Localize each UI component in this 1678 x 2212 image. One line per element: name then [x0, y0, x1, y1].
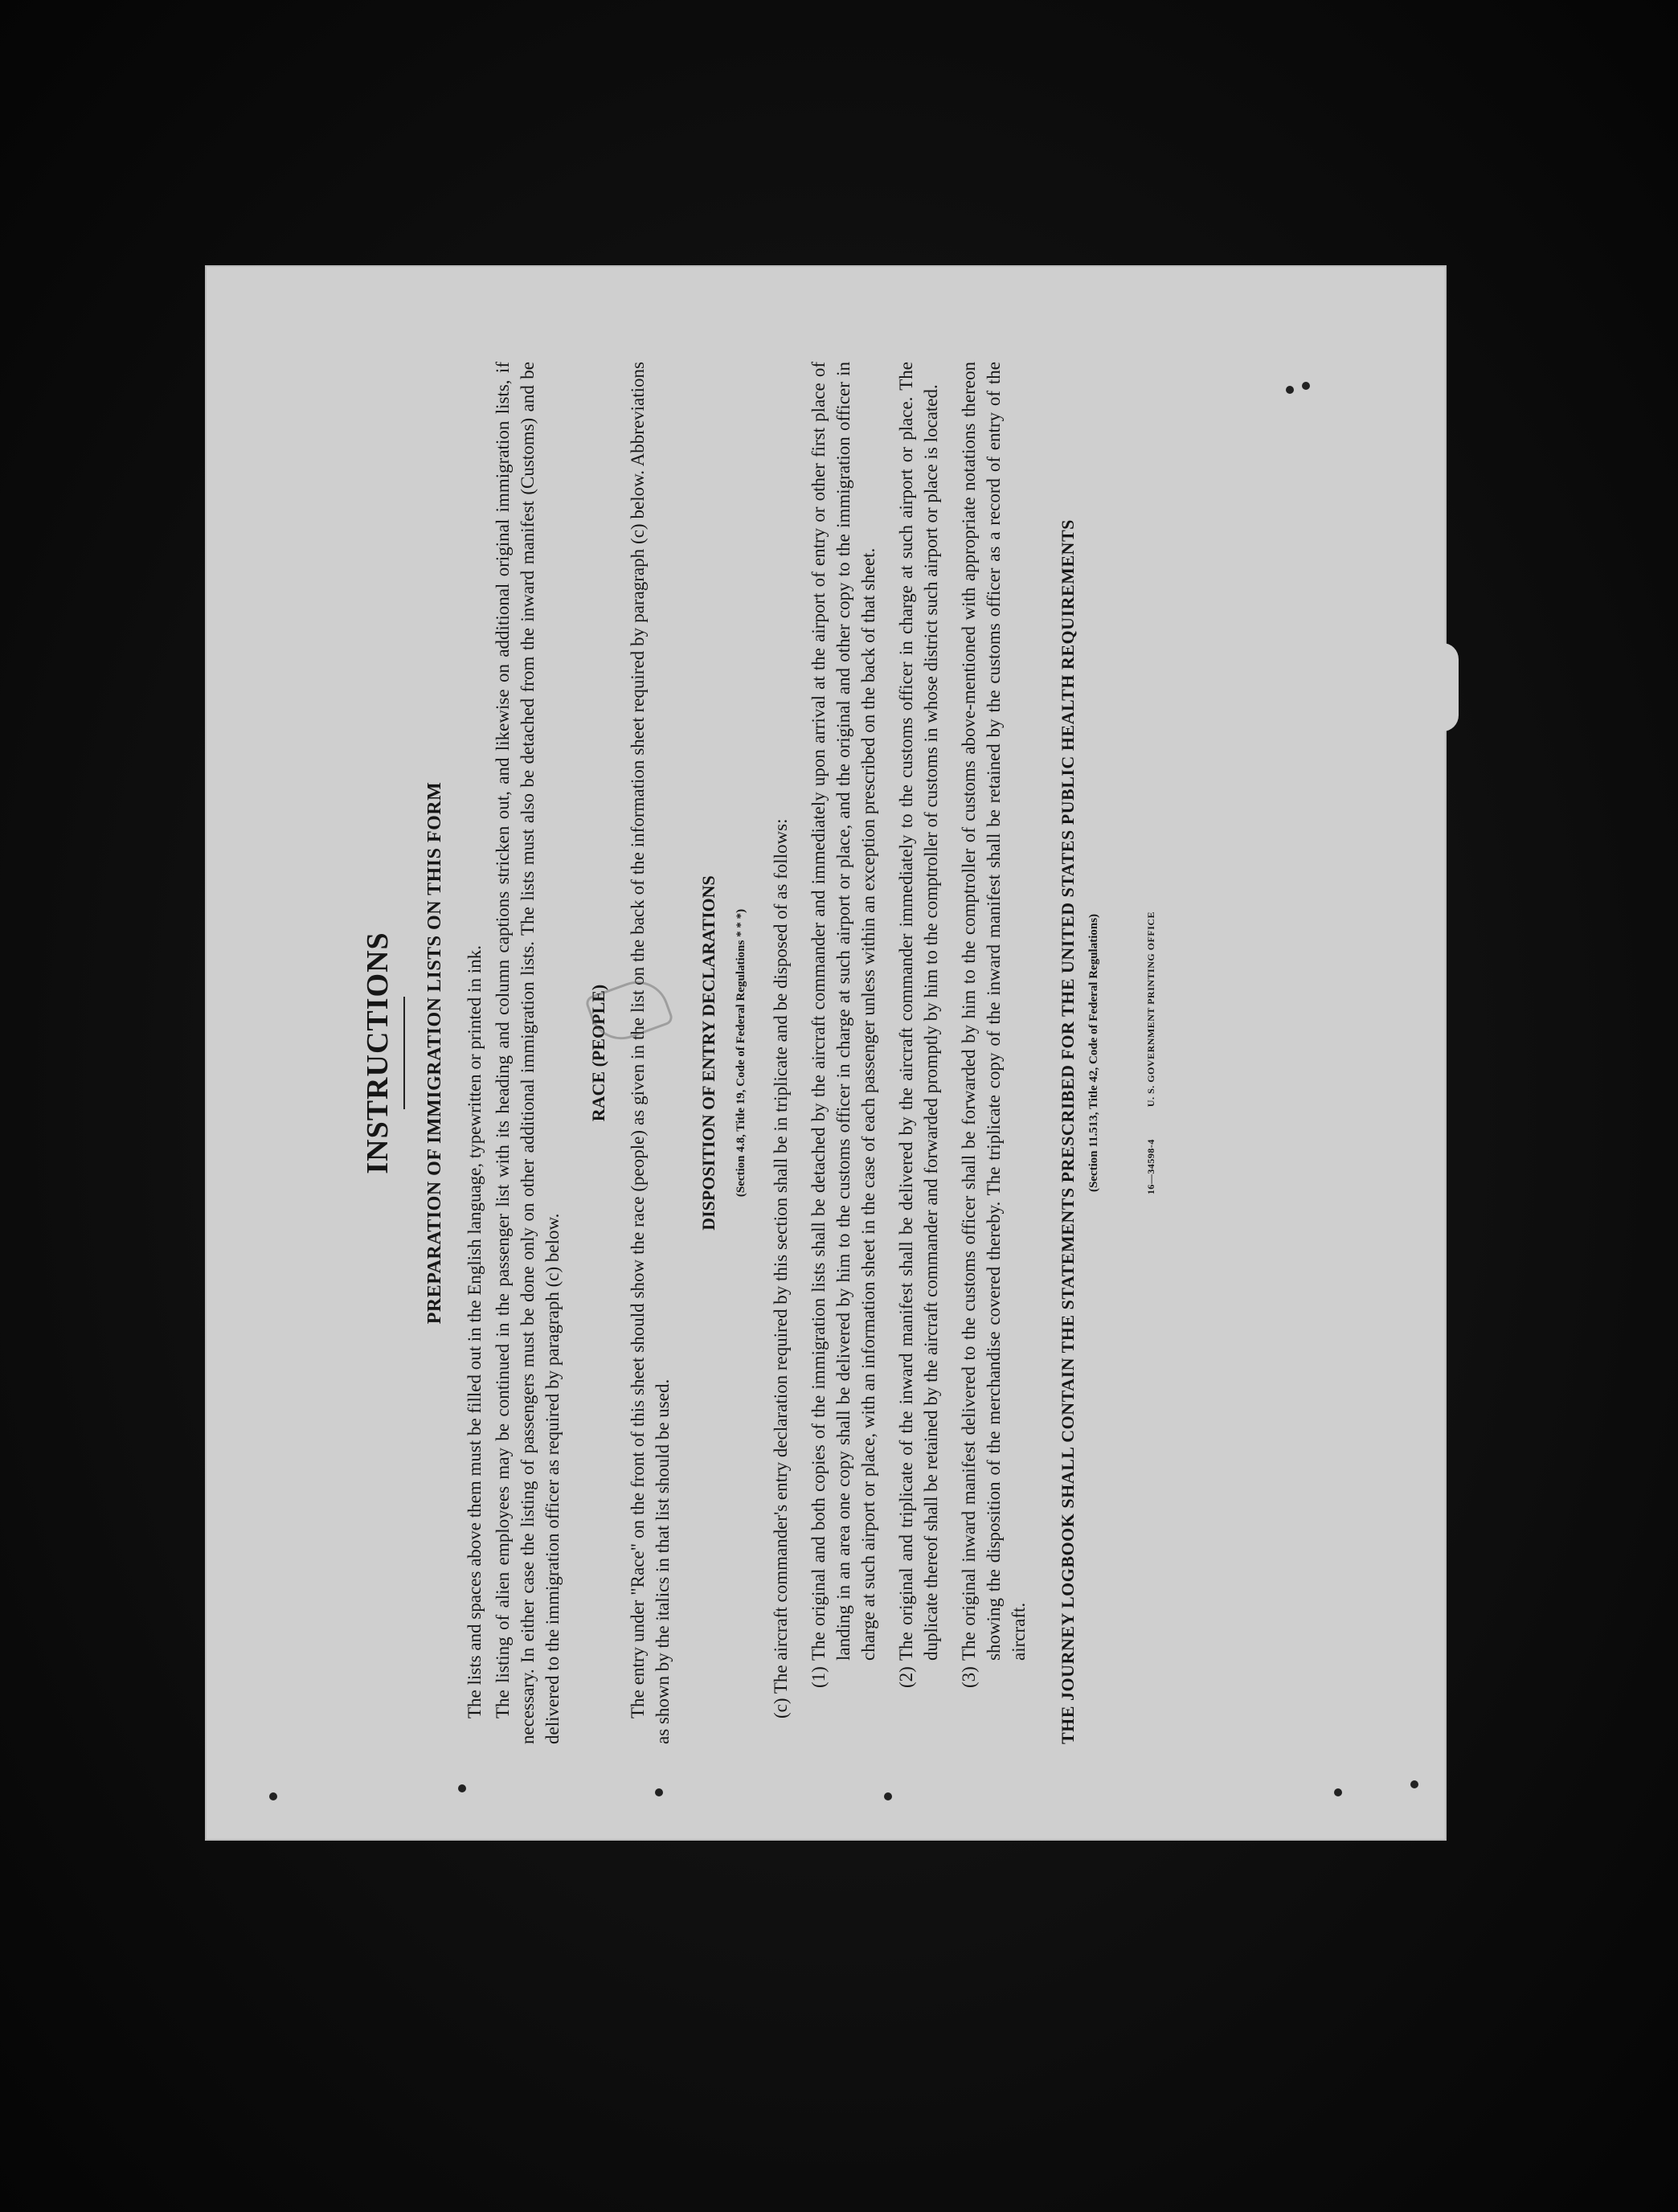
- punch-hole: [1334, 1788, 1342, 1796]
- punch-hole: [1302, 382, 1310, 390]
- section-heading-race: RACE (PEOPLE): [588, 984, 608, 1122]
- punch-hole: [269, 1792, 277, 1800]
- footer-citation: (Section 11.513, Title 42, Code of Federal Regulations): [1087, 913, 1100, 1193]
- instructions-content: [205, 265, 1447, 1841]
- paragraph-preparation-1: The lists and spaces above them must be filled out in the English language, typewritten or printed in ink.: [465, 945, 485, 1718]
- list-item-number: (3): [959, 1666, 979, 1688]
- section-heading-preparation: PREPARATION OF IMMIGRATION LISTS ON THIS FORM: [424, 781, 445, 1325]
- list-item-text: The original and triplicate of the inward manifest shall be delivered by the aircraft commander immediately to the customs officer in charge at such airport or place. The duplicate thereof shall be retained by the aircraft commander and forwarded promptly by him to the comptroller of customs in whose district such airport or place is located.: [896, 362, 941, 1661]
- section-heading-disposition: DISPOSITION OF ENTRY DECLARATIONS: [698, 875, 718, 1231]
- list-item-text: The original and both copies of the immigration lists shall be detached by the aircraft commander and immediately upon arrival at the airport of entry or other first place of landing in an area one copy shall be delivered by him to the customs officer in charge at such airport or place, and the original and other copy to the immigration officer in charge at such airport or place, with an information sheet in the case of each passenger unless within an exception prescribed on the back of that sheet.: [808, 362, 878, 1661]
- title-rule: [403, 997, 405, 1109]
- footer-statement: THE JOURNEY LOGBOOK SHALL CONTAIN THE STATEMENTS PRESCRIBED FOR THE UNITED STATES PUBLIC HEALTH REQUIREMENTS: [1058, 519, 1078, 1744]
- paragraph-preparation-2: The listing of alien employees may be continued in the passenger list with its heading and column captions stricken out, and likewise on additional original immigration lists, if necessary. In either case the listing of passengers must be done only on other additional immigration lists. The lists must also be detached from the inward manifest (Customs) and be delivered to the immigration officer as required by paragraph (c) below.: [493, 362, 563, 1744]
- list-item-number: (2): [896, 1666, 916, 1688]
- punch-hole: [1286, 386, 1294, 394]
- punch-hole: [458, 1784, 466, 1792]
- clause-c: (c) The aircraft commander's entry declaration required by this section shall be in triplicate and be disposed of as follows:: [771, 818, 791, 1718]
- punch-hole: [1410, 1780, 1418, 1788]
- paragraph-race: The entry under "Race" on the front of this sheet should show the race (people) as given in the list on the back of the information sheet required by paragraph (c) below. Abbreviations as shown by the italics in that list should be used.: [628, 362, 673, 1744]
- punch-hole: [655, 1788, 663, 1796]
- list-item-text: The original inward manifest delivered to the customs officer shall be forwarded by him to the comptroller of customs above-mentioned with appropriate notations thereon showing the disposition of the merchandise covered thereby. The triplicate copy of the inward manifest shall be retained by the customs officer as a record of entry of the aircraft.: [959, 362, 1029, 1661]
- list-item: [806, 362, 881, 1688]
- section-citation-disposition: (Section 4.8, Title 19, Code of Federal Regulations * * *): [735, 908, 747, 1198]
- punch-hole: [884, 1792, 892, 1800]
- printer-imprint: [1139, 362, 1164, 1744]
- list-item: [956, 362, 1031, 1688]
- list-item: [894, 362, 943, 1688]
- form-number: 16—34598-4: [1145, 1139, 1156, 1195]
- printer-name: U. S. GOVERNMENT PRINTING OFFICE: [1145, 911, 1156, 1108]
- rotated-page: [205, 265, 1447, 1841]
- disposition-list: [806, 362, 1031, 1688]
- page-title: INSTRUCTIONS: [361, 932, 395, 1174]
- list-item-number: (1): [808, 1666, 829, 1688]
